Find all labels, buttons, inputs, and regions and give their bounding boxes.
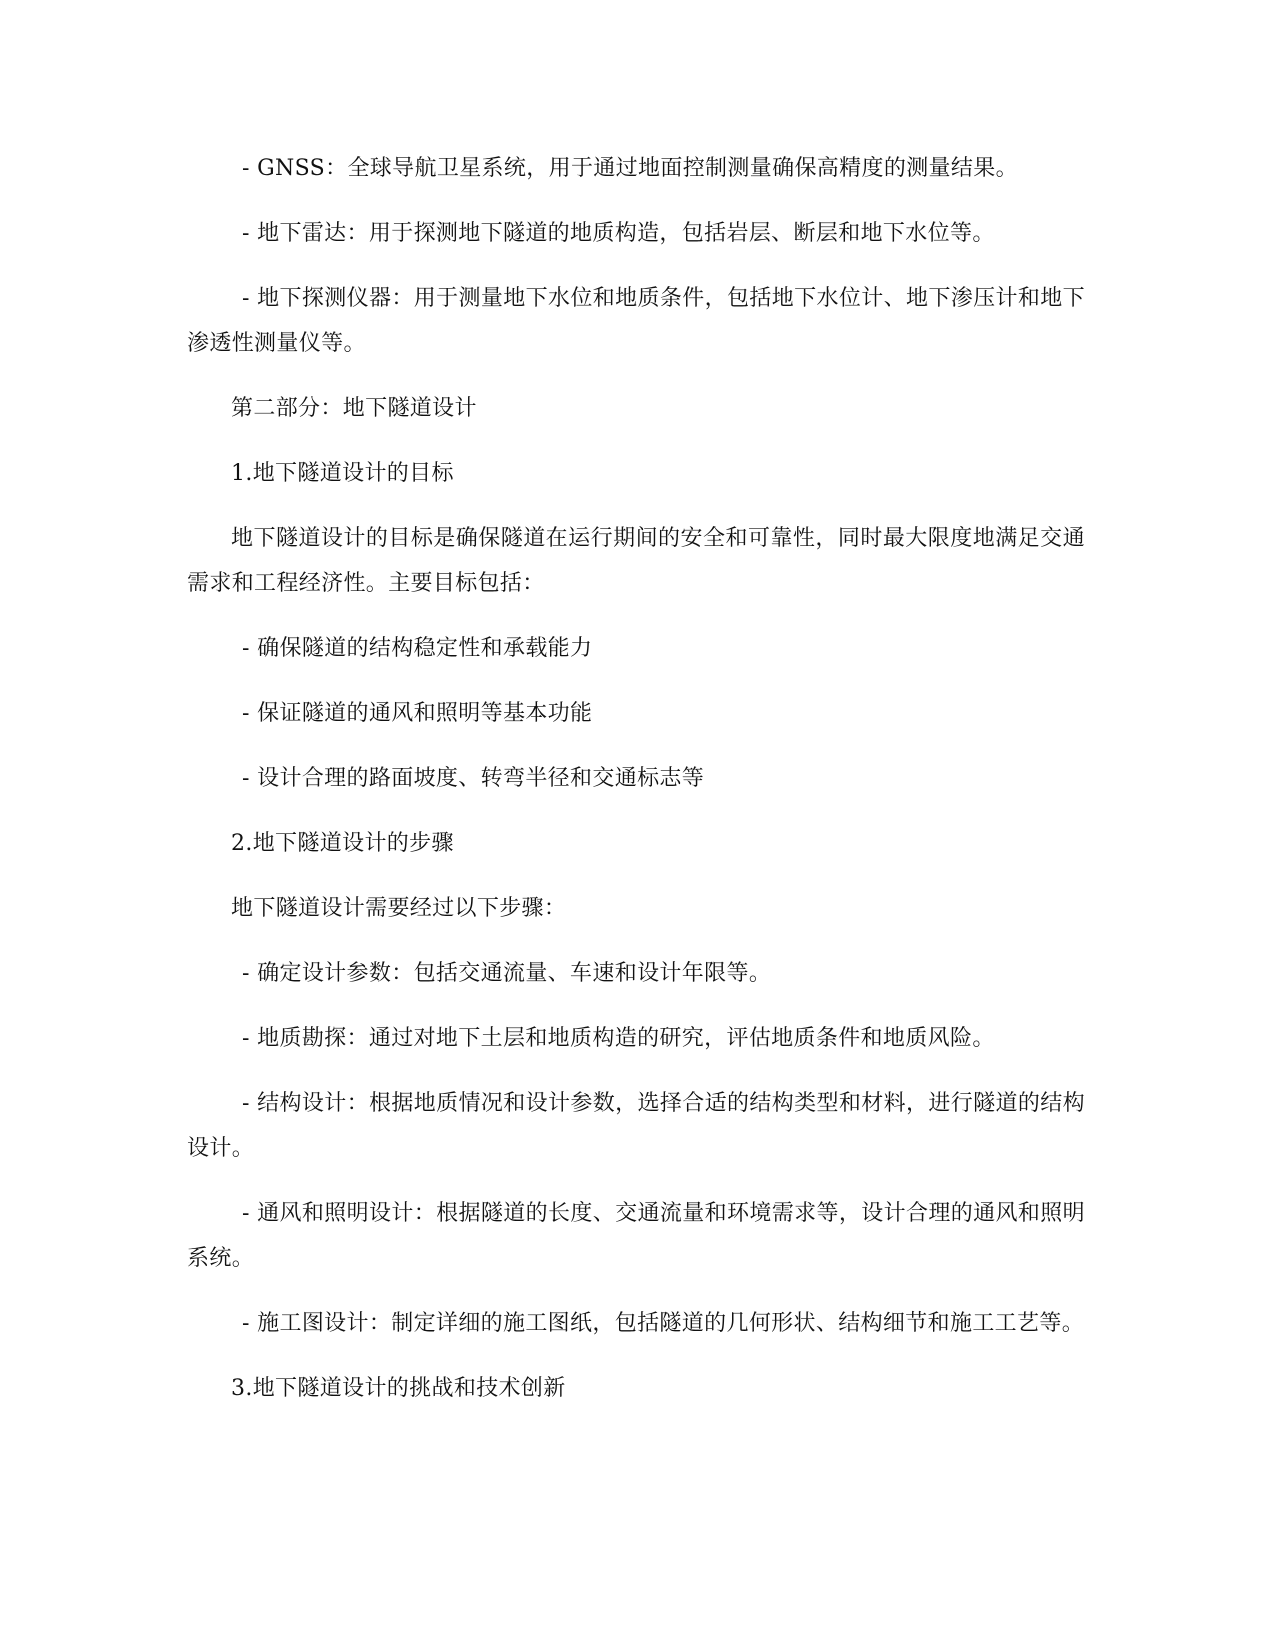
bullet-structural-stability: - 确保隧道的结构稳定性和承载能力 (242, 636, 593, 661)
bullet-gnss: - GNSS：全球导航卫星系统，用于通过地面控制测量确保高精度的测量结果。 (242, 156, 1018, 181)
bullet-underground-radar: - 地下雷达：用于探测地下隧道的地质构造，包括岩层、断层和地下水位等。 (242, 221, 995, 246)
bullet-ventilation-design: - 通风和照明设计：根据隧道的长度、交通流量和环境需求等，设计合理的通风和照明系统。 (187, 1201, 1085, 1271)
subheading-challenges-innovation: 3.地下隧道设计的挑战和技术创新 (231, 1376, 566, 1401)
paragraph-design-goals: 地下隧道设计的目标是确保隧道在运行期间的安全和可靠性，同时最大限度地满足交通需求和工程经济性。主要目标包括： (187, 526, 1085, 596)
bullet-construction-drawings: - 施工图设计：制定详细的施工图纸，包括隧道的几何形状、结构细节和施工工艺等。 (242, 1311, 1085, 1336)
bullet-structural-design: - 结构设计：根据地质情况和设计参数，选择合适的结构类型和材料，进行隧道的结构设计。 (187, 1091, 1085, 1161)
bullet-road-slope: - 设计合理的路面坡度、转弯半径和交通标志等 (242, 766, 705, 791)
subheading-design-goals: 1.地下隧道设计的目标 (231, 461, 454, 486)
paragraph-design-steps-intro: 地下隧道设计需要经过以下步骤： (231, 896, 567, 921)
bullet-design-parameters: - 确定设计参数：包括交通流量、车速和设计年限等。 (242, 961, 772, 986)
subheading-design-steps: 2.地下隧道设计的步骤 (231, 831, 454, 856)
bullet-ventilation-lighting: - 保证隧道的通风和照明等基本功能 (242, 701, 593, 726)
bullet-geological-survey: - 地质勘探：通过对地下土层和地质构造的研究，评估地质条件和地质风险。 (242, 1026, 995, 1051)
bullet-detection-instruments: - 地下探测仪器：用于测量地下水位和地质条件，包括地下水位计、地下渗压计和地下渗透性测量仪等。 (187, 286, 1085, 356)
section-heading-part-two: 第二部分：地下隧道设计 (231, 396, 477, 421)
